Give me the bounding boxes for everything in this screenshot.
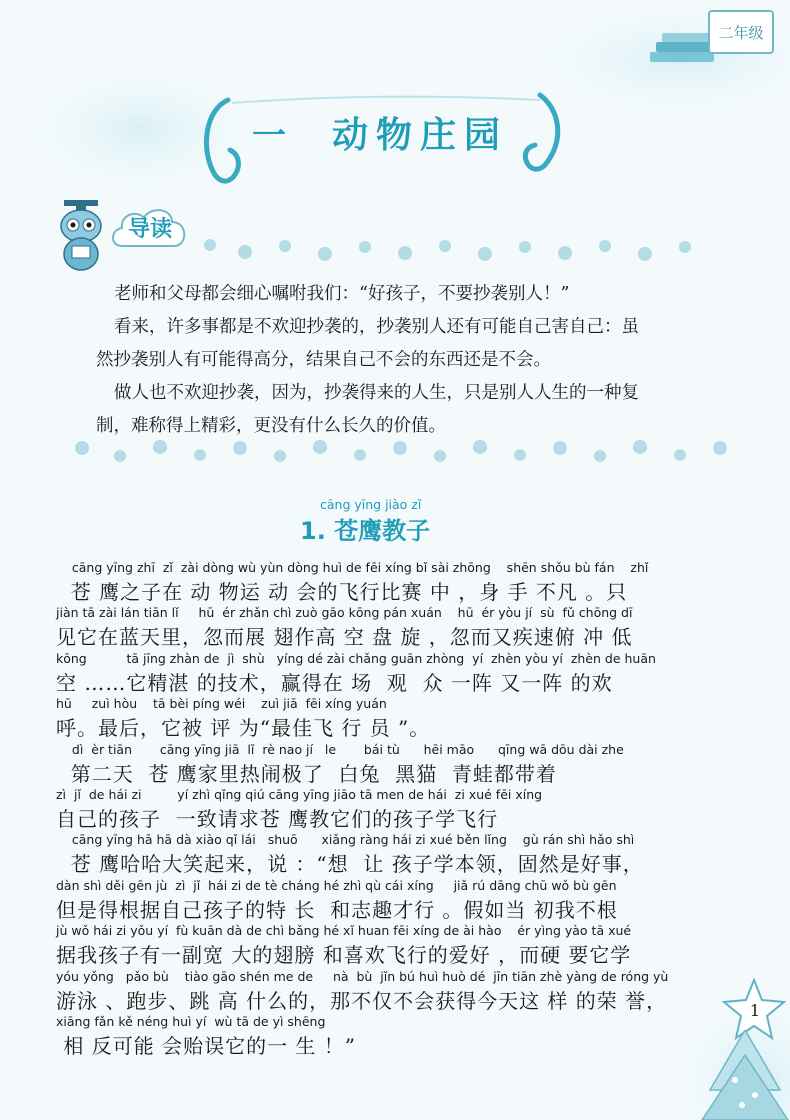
text-line: [56, 832, 716, 877]
grade-label: 二年级: [708, 10, 774, 54]
text-line: [56, 651, 716, 696]
lesson-title-pinyin: cāng yīng jiào zǐ: [320, 497, 422, 512]
pinyin-line: jiàn tā zài lán tiān lǐ hū ér zhǎn chì zuò gāo kōng pán xuán hū ér yòu jí sù fǔ chōng dī: [56, 605, 633, 621]
hanzi-line: 游泳 、跑步、跳 高 什么的，那不仅不会获得今天这 样 的荣 誉，: [56, 988, 668, 1013]
owl-mascot-icon: [52, 198, 112, 274]
hanzi-line: 相 反可能 会贻误它的一 生 ！”: [56, 1033, 357, 1058]
hanzi-line: 空 ……它精湛 的技术，赢得在 场 观 众 一阵 又一阵 的欢: [56, 670, 613, 695]
unit-number: 一: [251, 115, 286, 156]
hanzi-line: 据我孩子有一副宽 大的翅膀 和喜欢飞行的爱好 ，而硬 要它学: [56, 943, 632, 968]
pinyin-line: yóu yǒng pǎo bù tiào gāo shén me de nà bù jǐn bú huì huò dé jīn tiān zhè yàng de róng yù: [56, 968, 669, 984]
guide-line: 制，难称得上精彩，更没有什么长久的价值。: [96, 416, 446, 436]
hanzi-line: 见它在蓝天里，忽而展 翅作高 空 盘 旋 ，忽而又疾速俯 冲 低: [56, 625, 633, 650]
text-line: [56, 605, 716, 650]
text-line: [56, 923, 716, 968]
unit-name: 动物庄园: [331, 114, 508, 156]
guide-line: 做人也不欢迎抄袭，因为，抄袭得来的人生，只是别人人生的一种复: [114, 383, 639, 403]
text-line: [56, 1014, 716, 1059]
hanzi-line: 但是得根据自己孩子的特 长 和志趣才行 。假如当 初我不根: [56, 897, 618, 922]
pinyin-line: kōng tā jīng zhàn de jì shù yíng dé zài chǎng guān zhòng yí zhèn yòu yí zhèn de huān: [56, 650, 656, 666]
guide-line: 然抄袭别人有可能得高分，结果自己不会的东西还是不会。: [96, 350, 551, 370]
guide-text: [96, 278, 676, 443]
guide-line: 看来，许多事都是不欢迎抄袭的，抄袭别人还有可能自己害自己：虽: [114, 317, 639, 337]
lesson-title: 1. 苍鹰教子: [300, 517, 431, 545]
hanzi-line: 苍 鹰之子在 动 物运 动 会的飞行比赛 中 ，身 手 不凡 。只: [56, 580, 628, 604]
pinyin-line: hū zuì hòu tā bèi píng wéi zuì jiā fēi xíng yuán: [56, 696, 387, 712]
guide-label: 导读: [127, 217, 172, 242]
pinyin-line: cāng yīng hā hā dà xiào qǐ lái shuō xiǎng ràng hái zi xué běn lǐng gù rán shì hǎo shì: [56, 832, 635, 848]
unit-title: [205, 100, 555, 164]
christmas-tree-icon: [700, 1030, 790, 1120]
text-line: [56, 787, 716, 832]
hanzi-line: 呼。最后，它被 评 为“最佳飞 行 员 ”。: [56, 716, 431, 741]
pinyin-line: zì jǐ de hái zi yí zhì qǐng qiú cāng yīng jiāo tā men de hái zi xué fēi xíng: [56, 786, 543, 802]
text-line: [56, 560, 716, 605]
text-line: [56, 969, 716, 1014]
text-line: [56, 742, 716, 787]
pinyin-line: xiāng fǎn kě néng huì yí wù tā de yì shēng: [56, 1013, 326, 1029]
pinyin-line: dàn shì děi gēn jù zì jǐ hái zi de tè cháng hé zhì qù cái xíng jiǎ rú dāng chū wǒ bù gēn: [56, 877, 617, 893]
hanzi-line: 自己的孩子 一致请求苍 鹰教它们的孩子学飞行: [56, 806, 499, 831]
pinyin-line: jù wǒ hái zi yǒu yí fù kuān dà de chì bǎng hé xǐ huan fēi xíng de ài hào ér yìng yào tā xué: [56, 923, 632, 939]
text-line: [56, 878, 716, 923]
hanzi-line: 苍 鹰哈哈大笑起来，说 ：“想 让 孩子学本领，固然是好事，: [56, 852, 644, 877]
lesson-body: [56, 560, 716, 1059]
text-line: [56, 696, 716, 741]
pinyin-line: dì èr tiān cāng yīng jiā lǐ rè nao jí le bái tù hēi māo qīng wā dōu dài zhe: [56, 741, 624, 757]
guide-line: 老师和父母都会细心嘱咐我们：“好孩子，不要抄袭别人！”: [114, 284, 570, 304]
pinyin-line: cāng yīng zhī zǐ zài dòng wù yùn dòng huì de fēi xíng bǐ sài zhōng shēn shǒu bù fán zhǐ: [56, 560, 649, 575]
hanzi-line: 第二天 苍 鹰家里热闹极了 白兔 黑猫 青蛙都带着: [56, 761, 557, 786]
page-number: 1: [749, 1000, 761, 1020]
